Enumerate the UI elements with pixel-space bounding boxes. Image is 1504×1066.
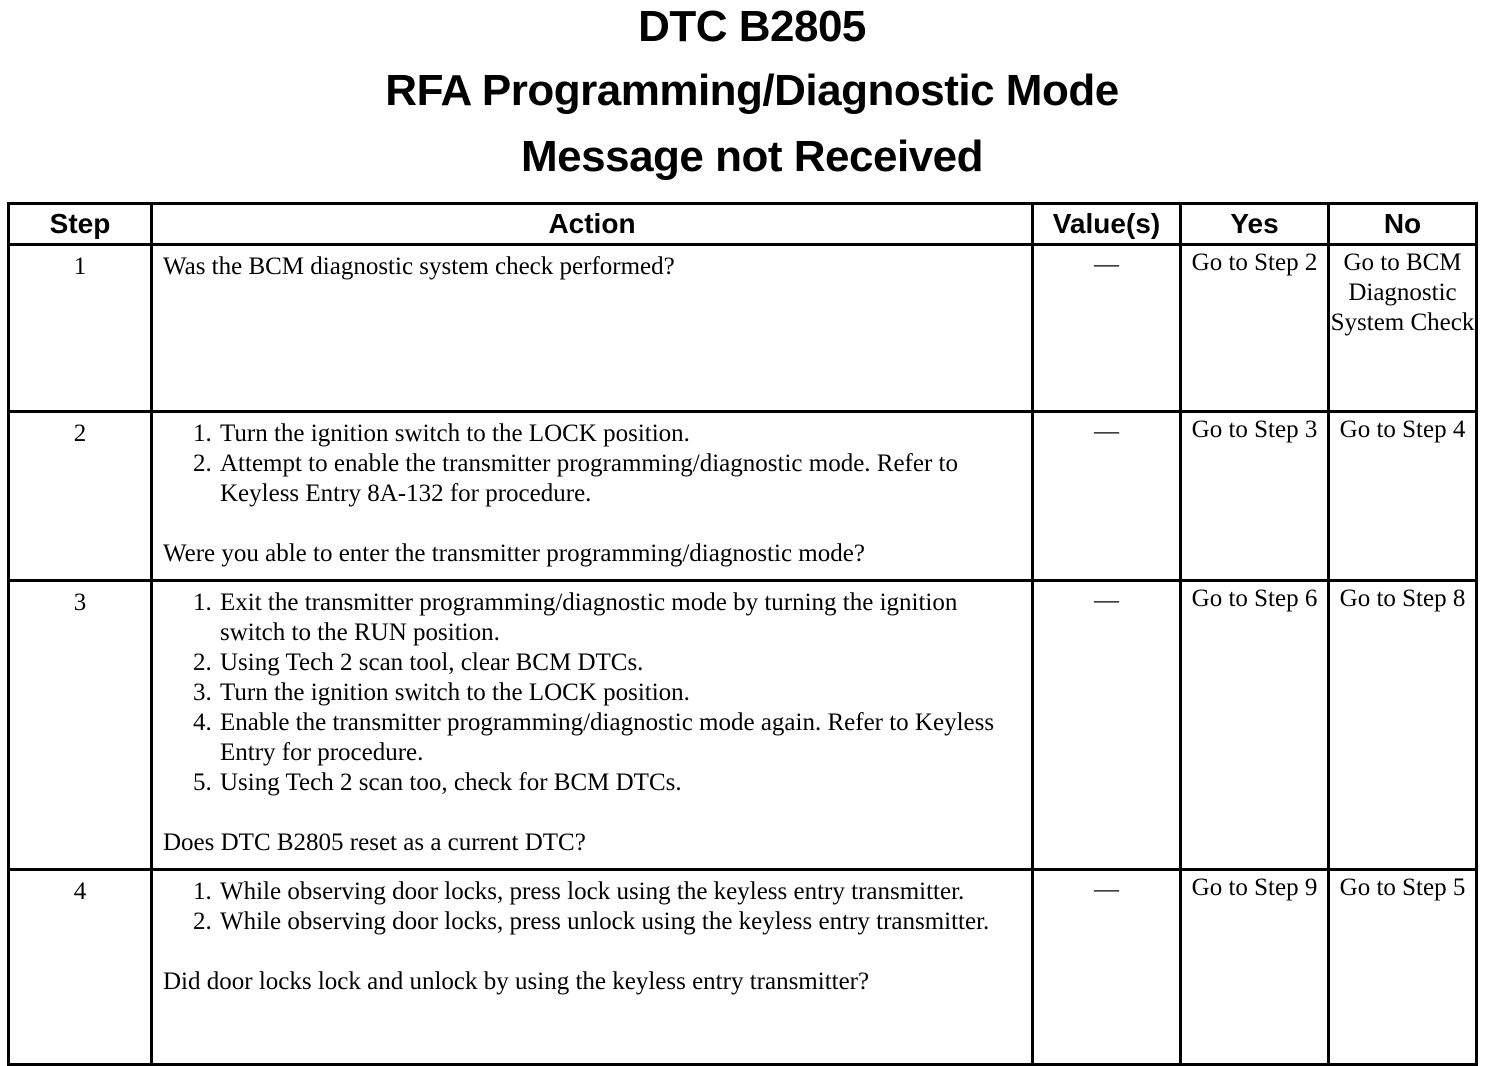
- action-step: 1. While observing door locks, press lock using the keyless entry transmitter.: [218, 877, 1021, 907]
- step-number: 4: [9, 870, 152, 1065]
- diagnostic-table: [7, 202, 1478, 1066]
- action-cell: [152, 870, 1033, 1065]
- action-step: 4. Enable the transmitter programming/diagnostic mode again. Refer to Keyless Entry for procedure.: [218, 708, 1021, 768]
- action-question: Did door locks lock and unlock by using the keyless entry transmitter?: [163, 968, 870, 995]
- action-step: 1. Turn the ignition switch to the LOCK position.: [218, 419, 1021, 449]
- action-step: 2. While observing door locks, press unlock using the keyless entry transmitter.: [218, 907, 1021, 937]
- action-step: 2. Attempt to enable the transmitter programming/diagnostic mode. Refer to Keyless Entry 8A-132 for procedure.: [218, 449, 1021, 509]
- header-no: No: [1329, 204, 1477, 245]
- step-number: 2: [9, 412, 152, 581]
- header-values: Value(s): [1033, 204, 1181, 245]
- table-row: [9, 245, 1477, 412]
- value-cell: —: [1033, 870, 1181, 1065]
- no-cell: Go to BCM Diagnostic System Check: [1329, 245, 1477, 412]
- table-header-row: [9, 204, 1477, 245]
- no-cell: Go to Step 8: [1329, 581, 1477, 870]
- action-question: Were you able to enter the transmitter programming/diagnostic mode?: [163, 540, 865, 567]
- title-line-2: RFA Programming/Diagnostic Mode: [385, 66, 1119, 115]
- action-steps-list: [163, 588, 1021, 798]
- step-number: 1: [9, 245, 152, 412]
- action-question: Does DTC B2805 reset as a current DTC?: [163, 829, 586, 856]
- step-number: 3: [9, 581, 152, 870]
- yes-cell: Go to Step 9: [1181, 870, 1329, 1065]
- action-question: Was the BCM diagnostic system check performed?: [163, 253, 675, 280]
- yes-cell: Go to Step 3: [1181, 412, 1329, 581]
- action-cell: [152, 245, 1033, 412]
- yes-cell: Go to Step 6: [1181, 581, 1329, 870]
- header-action: Action: [152, 204, 1033, 245]
- yes-cell: Go to Step 2: [1181, 245, 1329, 412]
- header-yes: Yes: [1181, 204, 1329, 245]
- table-row: [9, 870, 1477, 1065]
- action-step: 2. Using Tech 2 scan tool, clear BCM DTCs.: [218, 648, 1021, 678]
- value-cell: —: [1033, 245, 1181, 412]
- value-cell: —: [1033, 581, 1181, 870]
- action-cell: [152, 412, 1033, 581]
- action-cell: [152, 581, 1033, 870]
- value-cell: —: [1033, 412, 1181, 581]
- action-steps-list: [163, 419, 1021, 509]
- title-line-3: Message not Received: [521, 132, 983, 181]
- table-row: [9, 581, 1477, 870]
- no-cell: Go to Step 4: [1329, 412, 1477, 581]
- action-steps-list: [163, 877, 1021, 937]
- header-step: Step: [9, 204, 152, 245]
- no-cell: Go to Step 5: [1329, 870, 1477, 1065]
- action-step: 3. Turn the ignition switch to the LOCK position.: [218, 678, 1021, 708]
- action-step: 5. Using Tech 2 scan too, check for BCM DTCs.: [218, 768, 1021, 798]
- title-dtc-code: DTC B2805: [638, 2, 866, 51]
- action-step: 1. Exit the transmitter programming/diagnostic mode by turning the ignition switch to the RUN position.: [218, 588, 1021, 648]
- table-row: [9, 412, 1477, 581]
